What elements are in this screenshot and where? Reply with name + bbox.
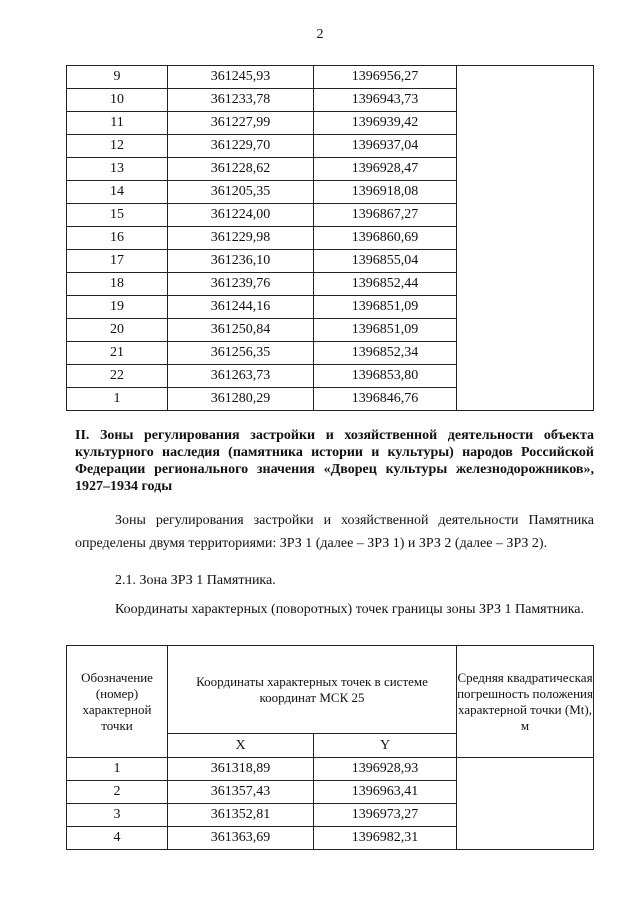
table1-body — [67, 66, 594, 411]
page-number: 2 — [316, 27, 324, 42]
x-coordinate-cell: 361229,98 — [168, 227, 314, 250]
x-coordinate-cell: 361318,89 — [168, 758, 314, 781]
y-coordinate-cell: 1396855,04 — [314, 250, 457, 273]
point-number-cell: 3 — [67, 804, 168, 827]
table-row — [67, 66, 594, 89]
x-coordinate-cell: 361229,70 — [168, 135, 314, 158]
point-number-cell: 13 — [67, 158, 168, 181]
x-coordinate-cell: 361228,62 — [168, 158, 314, 181]
header-point-number: Обозначение (номер) характерной точки — [67, 646, 168, 758]
section-heading: II. Зоны регулирования застройки и хозяйственной деятельности объекта культурного наследия (памятника истории и культуры) народов Российской Федерации регионального значения «Дворец культуры железнодорожников», 1927–1934 годы — [75, 428, 594, 494]
point-number-cell: 12 — [67, 135, 168, 158]
x-coordinate-cell: 361352,81 — [168, 804, 314, 827]
point-number-cell: 11 — [67, 112, 168, 135]
x-coordinate-cell: 361245,93 — [168, 66, 314, 89]
point-number-cell: 17 — [67, 250, 168, 273]
x-coordinate-cell: 361233,78 — [168, 89, 314, 112]
y-coordinate-cell: 1396982,31 — [314, 827, 457, 850]
y-coordinate-cell: 1396853,80 — [314, 365, 457, 388]
y-coordinate-cell: 1396928,47 — [314, 158, 457, 181]
y-coordinate-cell: 1396939,42 — [314, 112, 457, 135]
coordinates-table-continued — [66, 65, 594, 411]
x-coordinate-cell: 361205,35 — [168, 181, 314, 204]
error-value-cell — [457, 758, 594, 850]
point-number-cell: 19 — [67, 296, 168, 319]
x-coordinate-cell: 361239,76 — [168, 273, 314, 296]
paragraph-zone-1-title: 2.1. Зона ЗРЗ 1 Памятника. — [115, 573, 276, 588]
y-coordinate-cell: 1396973,27 — [314, 804, 457, 827]
table2-header — [67, 646, 594, 758]
y-coordinate-cell: 1396956,27 — [314, 66, 457, 89]
point-number-cell: 2 — [67, 781, 168, 804]
y-coordinate-cell: 1396851,09 — [314, 319, 457, 342]
y-coordinate-cell: 1396846,76 — [314, 388, 457, 411]
point-number-cell: 20 — [67, 319, 168, 342]
point-number-cell: 9 — [67, 66, 168, 89]
x-coordinate-cell: 361227,99 — [168, 112, 314, 135]
paragraph-coordinates-intro: Координаты характерных (поворотных) точек границы зоны ЗРЗ 1 Памятника. — [115, 602, 585, 617]
x-coordinate-cell: 361244,16 — [168, 296, 314, 319]
point-number-cell: 14 — [67, 181, 168, 204]
header-coordinates-system: Координаты характерных точек в системе координат МСК 25 — [168, 646, 457, 734]
x-coordinate-cell: 361256,35 — [168, 342, 314, 365]
point-number-cell: 16 — [67, 227, 168, 250]
error-value-cell — [457, 66, 594, 411]
x-coordinate-cell: 361280,29 — [168, 388, 314, 411]
point-number-cell: 21 — [67, 342, 168, 365]
point-number-cell: 1 — [67, 388, 168, 411]
x-coordinate-cell: 361236,10 — [168, 250, 314, 273]
table-row — [67, 758, 594, 781]
x-coordinate-cell: 361357,43 — [168, 781, 314, 804]
y-coordinate-cell: 1396963,41 — [314, 781, 457, 804]
header-mean-square-error: Средняя квадратическая погрешность положения характерной точки (Mt), м — [457, 646, 594, 758]
point-number-cell: 1 — [67, 758, 168, 781]
x-coordinate-cell: 361250,84 — [168, 319, 314, 342]
table2-body — [67, 758, 594, 850]
zone-1-coordinates-table — [66, 645, 594, 850]
y-coordinate-cell: 1396852,44 — [314, 273, 457, 296]
point-number-cell: 4 — [67, 827, 168, 850]
point-number-cell: 22 — [67, 365, 168, 388]
y-coordinate-cell: 1396943,73 — [314, 89, 457, 112]
x-coordinate-cell: 361363,69 — [168, 827, 314, 850]
header-x: X — [168, 734, 314, 758]
x-coordinate-cell: 361263,73 — [168, 365, 314, 388]
point-number-cell: 15 — [67, 204, 168, 227]
y-coordinate-cell: 1396852,34 — [314, 342, 457, 365]
y-coordinate-cell: 1396937,04 — [314, 135, 457, 158]
paragraph-zones-definition: Зоны регулирования застройки и хозяйственной деятельности Памятника определены двумя территориями: ЗРЗ 1 (далее – ЗРЗ 1) и ЗРЗ 2 (далее – ЗРЗ 2). — [75, 513, 594, 551]
y-coordinate-cell: 1396867,27 — [314, 204, 457, 227]
header-y: Y — [314, 734, 457, 758]
y-coordinate-cell: 1396928,93 — [314, 758, 457, 781]
y-coordinate-cell: 1396918,08 — [314, 181, 457, 204]
x-coordinate-cell: 361224,00 — [168, 204, 314, 227]
point-number-cell: 10 — [67, 89, 168, 112]
point-number-cell: 18 — [67, 273, 168, 296]
y-coordinate-cell: 1396851,09 — [314, 296, 457, 319]
y-coordinate-cell: 1396860,69 — [314, 227, 457, 250]
